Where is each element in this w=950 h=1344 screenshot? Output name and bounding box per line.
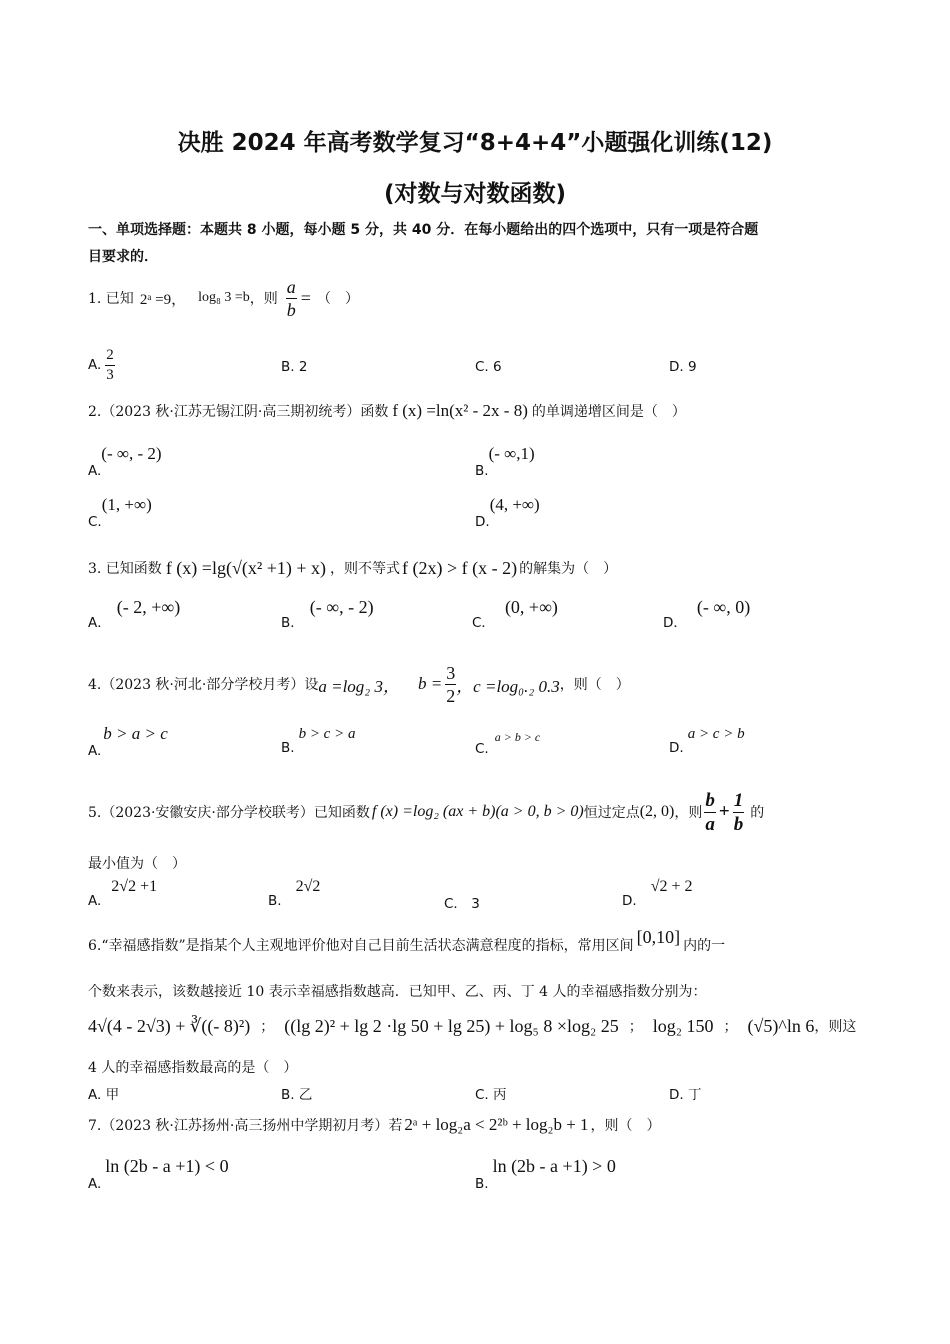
q1-math-2: log₈ 3 =b — [198, 290, 250, 305]
q1-option-b[interactable]: B. 2 — [281, 359, 308, 375]
q4-stem-post: ，则（ ） — [559, 677, 630, 693]
q6-stem-line2: 个数来表示，该数越接近 10 表示幸福感指数越高．已知甲、乙、丙、丁 4 人的幸福感指数分别为： — [88, 984, 707, 1000]
q1-option-a-fraction: $\frac{2}{3}$ — [106, 346, 114, 383]
q3-option-d[interactable]: D．(- ∞, 0) — [663, 597, 751, 631]
q2-option-b[interactable]: B.(- ∞,1) — [475, 444, 535, 479]
q3-math-1: f (x) =lg(√(x² +1) + x) — [165, 557, 327, 578]
q6-option-d[interactable]: D. 丁 — [669, 1087, 702, 1103]
question-1 — [88, 268, 359, 328]
q3-stem-post: 的解集为（ ） — [519, 561, 618, 577]
q6-sep-3: ； — [723, 1019, 738, 1035]
q5-math-2: (2, 0) — [639, 803, 675, 820]
q6-expr-3: log₂ 150 — [652, 1015, 714, 1036]
question-7 — [88, 1107, 661, 1143]
q2-stem-post: 的单调递增区间是（ ） — [531, 404, 686, 420]
q3-option-c[interactable]: C．(0, +∞) — [472, 597, 558, 631]
q4-option-d[interactable]: D.a > c > b — [669, 726, 745, 756]
q2-option-a[interactable]: A.(- ∞, - 2) — [88, 444, 162, 479]
q5-math-1: f (x) =log₂ (ax + b)(a > 0, b > 0) — [371, 803, 584, 820]
q1-option-c[interactable]: C. 6 — [475, 359, 502, 375]
q5-stem-mid2: ，则 — [674, 805, 703, 821]
q6-option-c[interactable]: C. 丙 — [475, 1087, 507, 1103]
q4-option-c[interactable]: C.a > b > c — [475, 730, 541, 757]
section-heading-cont: 目要求的． — [88, 249, 158, 265]
q3-stem-pre: 3. 已知函数 — [88, 561, 162, 577]
q6-expr-4: (√5)^ln 6 — [747, 1015, 815, 1036]
q6-expressions — [88, 1008, 856, 1044]
q6-sep-1: ； — [260, 1019, 275, 1035]
question-4 — [88, 652, 630, 716]
q1-stem-post: （ ） — [316, 291, 359, 307]
question-3 — [88, 548, 617, 588]
doc-subtitle: (对数与对数函数) — [383, 181, 567, 207]
q1-math-1: 2ᵃ =9， — [139, 291, 187, 308]
q4-math-3: ，c =log₀.₂ 0.3 — [456, 676, 560, 696]
q6-expr-1: 4√(4 - 2√3) + ∛((- 8)²) — [88, 1015, 251, 1036]
q7-option-a[interactable]: A.ln (2b - a +1) < 0 — [88, 1156, 229, 1192]
q3-stem-mid: ，则不等式 — [330, 561, 401, 577]
q5-option-c[interactable]: C． 3 — [444, 896, 480, 912]
q5-fraction-2: $\frac{1}{b}$ — [733, 789, 744, 835]
q3-option-a[interactable]: A．(- 2, +∞) — [88, 597, 181, 631]
doc-title: 决胜 2024 年高考数学复习“8+4+4”小题强化训练(12) — [177, 130, 773, 156]
q4-option-a[interactable]: A.b > a > c — [88, 724, 168, 759]
q1-equals: = — [300, 287, 311, 308]
q1-stem-pre: 1. 已知 — [88, 291, 134, 307]
q1-fraction: $\frac{a}{b}$ — [286, 276, 296, 320]
q2-option-c[interactable]: C.(1, +∞) — [88, 495, 152, 530]
q5-option-a[interactable]: A.2√2 +1 — [88, 878, 158, 909]
q5-fraction-1: $\frac{b}{a}$ — [705, 789, 715, 835]
q2-math: f (x) =ln(x² - 2x - 8) — [392, 401, 528, 420]
question-2 — [88, 396, 686, 426]
q6-sep-2: ； — [628, 1019, 643, 1035]
q6-interval: [0,10] — [636, 926, 681, 947]
q4-math-2: b = — [417, 674, 443, 693]
q6-option-a[interactable]: A. 甲 — [88, 1087, 120, 1103]
q1-option-a[interactable] — [88, 343, 115, 387]
q7-stem-post: ，则（ ） — [590, 1118, 661, 1134]
q4-math-1: a =log₂ 3， — [318, 676, 400, 696]
q3-math-2: f (2x) > f (x - 2) — [402, 557, 518, 578]
section-heading: 一、单项选择题：本题共 8 小题，每小题 5 分，共 40 分．在每小题给出的四个选项中，只有一项是符合题 — [88, 222, 759, 238]
q7-option-b[interactable]: B.ln (2b - a +1) > 0 — [475, 1156, 616, 1192]
q3-option-b[interactable]: B．(- ∞, - 2) — [281, 597, 374, 631]
q5-option-d[interactable]: D.√2 + 2 — [622, 878, 693, 909]
option-label: A. — [88, 357, 102, 373]
q6-expr-2: ((lg 2)² + lg 2 ·lg 50 + lg 25) + log₅ 8 ×log₂ 25 — [284, 1015, 619, 1036]
q2-option-d[interactable]: D.(4, +∞) — [475, 495, 540, 530]
q5-stem-mid: 恒过定点 — [583, 805, 640, 821]
q6-stem-pre: 6.“幸福感指数”是指某个人主观地评价他对自己目前生活状态满意程度的指标，常用区间 — [88, 938, 634, 954]
question-5 — [88, 780, 764, 844]
question-6 — [88, 925, 725, 965]
q6-line3-post: ，则这 — [814, 1019, 857, 1035]
q5-stem-pre: 5.（2023·安徽安庆·部分学校联考）已知函数 — [88, 805, 370, 821]
q6-stem-line4: 4 人的幸福感指数最高的是（ ） — [88, 1060, 298, 1076]
q6-stem-post: 内的一 — [683, 938, 726, 954]
q4-option-b[interactable]: B.b > c > a — [281, 726, 356, 756]
q7-stem-pre: 7.（2023 秋·江苏扬州·高三扬州中学期初月考）若 — [88, 1118, 403, 1134]
q1-stem-mid: ，则 — [249, 291, 278, 307]
q4-fraction: $\frac{3}{2}$ — [446, 662, 456, 706]
q6-option-b[interactable]: B. 乙 — [281, 1087, 313, 1103]
q5-option-b[interactable]: B.2√2 — [268, 878, 321, 909]
q7-math: 2ᵃ + log₂a < 2²ᵇ + log₂b + 1 — [404, 1115, 589, 1134]
q5-stem-post: 的 — [750, 805, 765, 821]
q1-option-d[interactable]: D. 9 — [669, 359, 697, 375]
q4-stem-pre: 4.（2023 秋·河北·部分学校月考）设 — [88, 677, 319, 693]
q2-stem-pre: 2.（2023 秋·江苏无锡江阴·高三期初统考）函数 — [88, 404, 389, 420]
q5-plus: + — [718, 801, 730, 822]
q5-stem-line2: 最小值为（ ） — [88, 856, 186, 872]
